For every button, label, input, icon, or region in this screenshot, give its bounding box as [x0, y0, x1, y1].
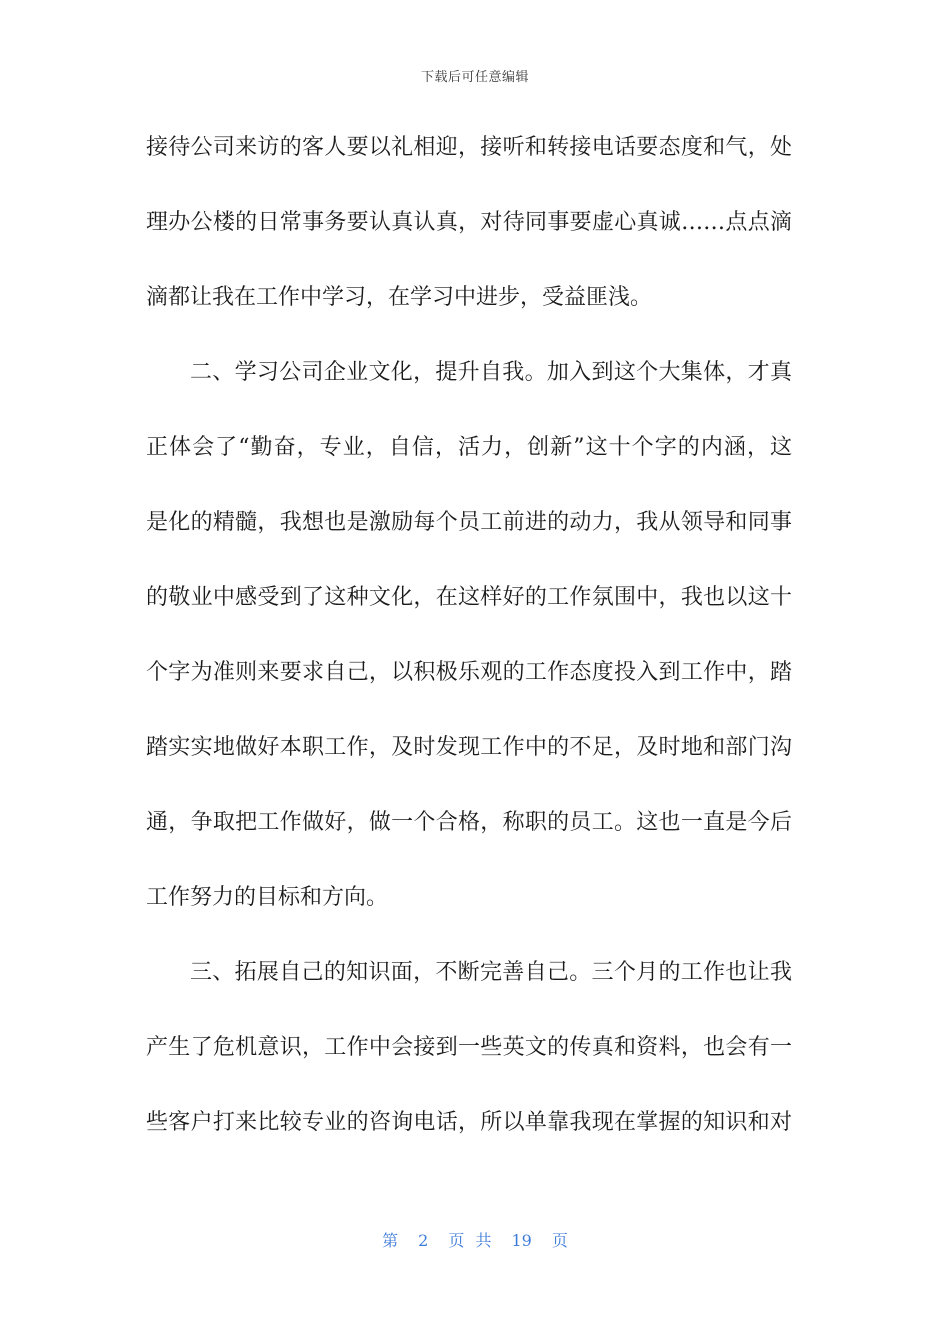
text-line: 二、学习公司企业文化，提升自我。加入到这个大集体，才真 [190, 360, 792, 385]
text-line: 的敬业中感受到了这种文化，在这样好的工作氛围中，我也以这十 [146, 585, 792, 610]
footer-total-pages: 19 [511, 1231, 532, 1250]
text-line: 通，争取把工作做好，做一个合格，称职的员工。这也一直是今后 [146, 810, 792, 835]
text-line: 工作努力的目标和方向。 [146, 885, 389, 910]
page-footer [0, 1228, 950, 1251]
text-line: 理办公楼的日常事务要认真认真，对待同事要虚心真诚……点点滴 [146, 210, 792, 235]
header-note: 下载后可任意编辑 [420, 70, 529, 85]
text-line: 接待公司来访的客人要以礼相迎，接听和转接电话要态度和气，处 [146, 135, 792, 160]
footer-middle: 页 共 [448, 1231, 492, 1250]
text-line: 是化的精髓，我想也是激励每个员工前进的动力，我从领导和同事 [146, 510, 792, 535]
text-line: 产生了危机意识，工作中会接到一些英文的传真和资料，也会有一 [146, 1035, 792, 1060]
footer-prefix: 第 [382, 1231, 399, 1250]
document-body [146, 110, 792, 1160]
footer-suffix: 页 [551, 1231, 568, 1250]
text-line: 些客户打来比较专业的咨询电话，所以单靠我现在掌握的知识和对 [146, 1110, 792, 1135]
text-line: 个字为准则来要求自己，以积极乐观的工作态度投入到工作中，踏 [146, 660, 792, 685]
text-line: 滴都让我在工作中学习，在学习中进步，受益匪浅。 [146, 285, 653, 310]
text-line: 正体会了“勤奋，专业，自信，活力，创新”这十个字的内涵，这 [146, 435, 792, 460]
footer-page-number: 2 [418, 1231, 429, 1250]
text-line: 三、拓展自己的知识面，不断完善自己。三个月的工作也让我 [190, 960, 792, 985]
text-line: 踏实实地做好本职工作，及时发现工作中的不足，及时地和部门沟 [146, 735, 792, 760]
